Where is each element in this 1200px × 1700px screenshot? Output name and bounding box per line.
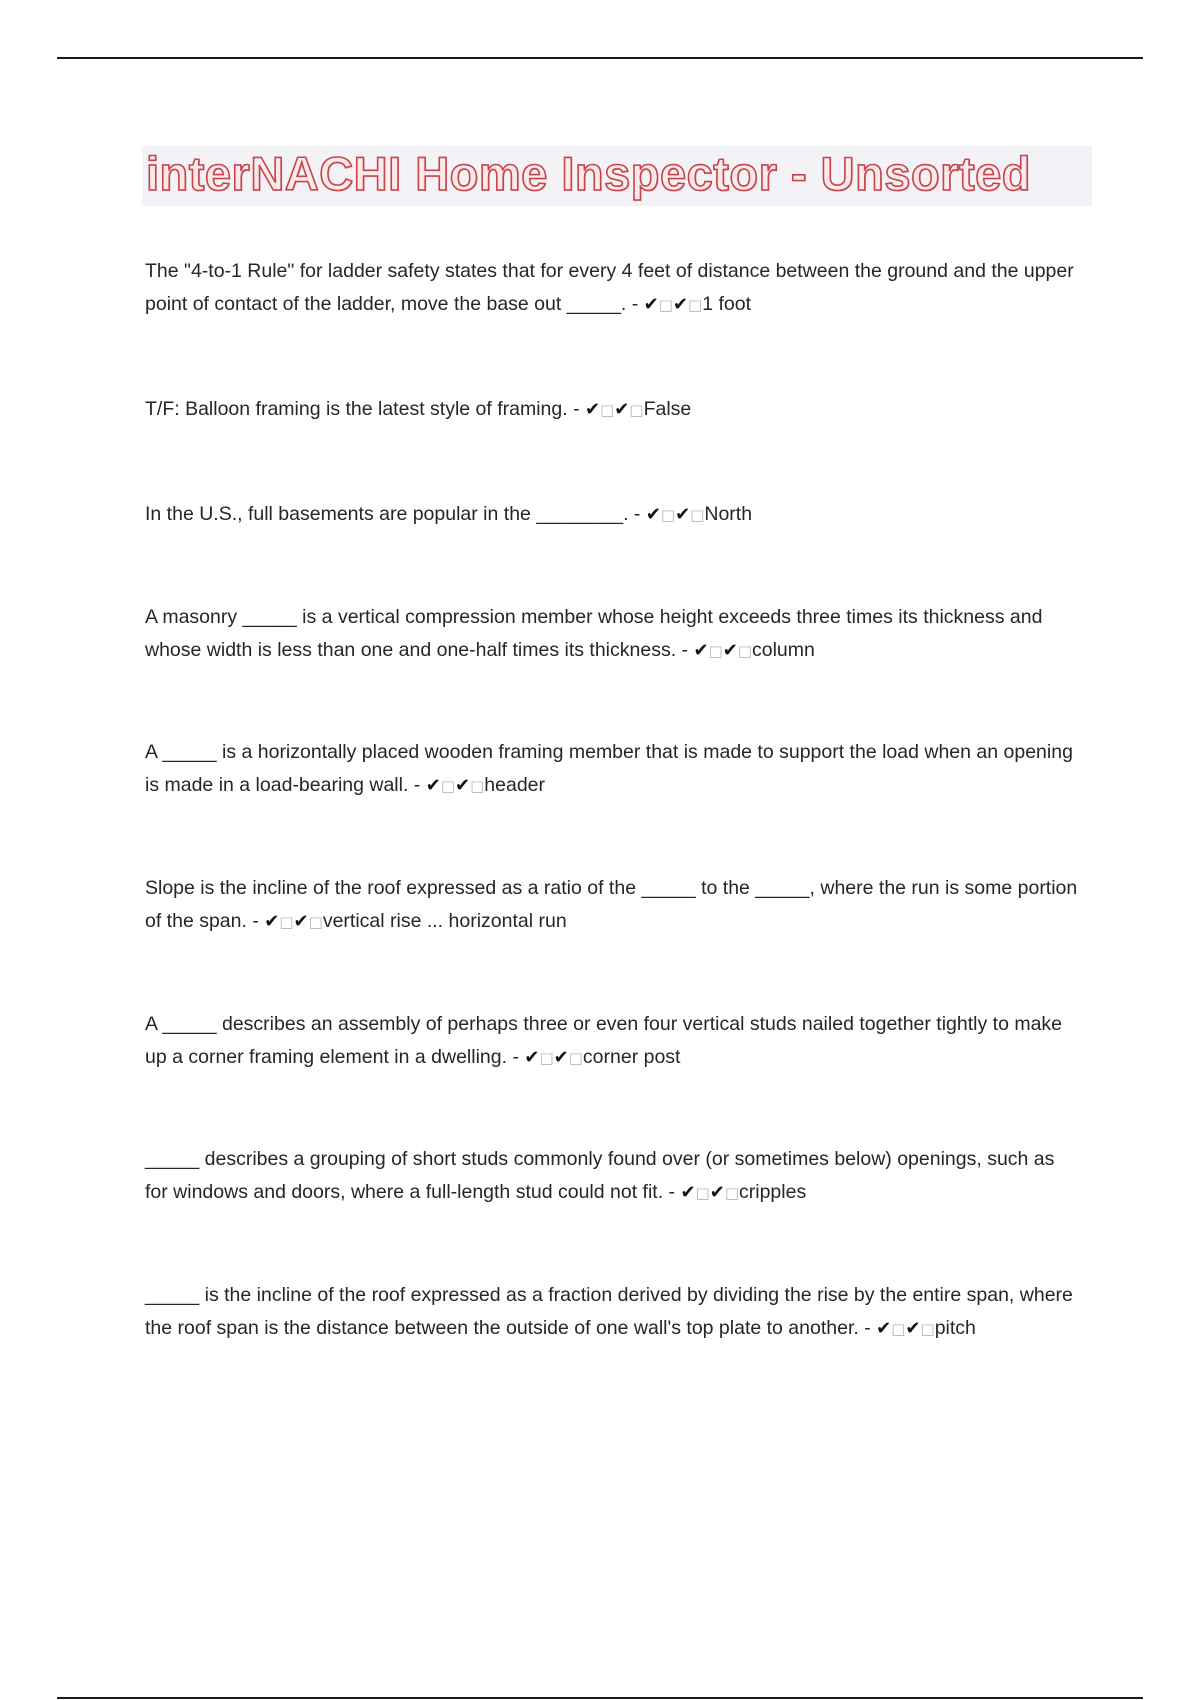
question-item-8	[145, 1143, 1080, 1209]
question-item-6	[145, 872, 1080, 938]
question-text: A _____ is a horizontally placed wooden framing member that is made to support the load when an opening is made in a load-bearing wall. -	[145, 741, 1073, 796]
document-title: interNACHI Home Inspector - Unsorted	[146, 147, 1031, 200]
answer-text: North	[704, 503, 753, 525]
check-icon: ✔	[425, 774, 441, 796]
box-icon: □	[724, 1183, 740, 1202]
question-text: _____ is the incline of the roof expressed as a fraction derived by dividing the rise by the entire span, where the roof span is the distance between the outside of one wall's top plate to another. -	[145, 1284, 1073, 1339]
question-text: Slope is the incline of the roof expressed as a ratio of the _____ to the _____, where the run is some portion of the span. -	[145, 877, 1078, 932]
box-icon: □	[629, 401, 644, 419]
check-icon: ✔	[455, 774, 471, 796]
bottom-rule	[57, 1697, 1143, 1699]
box-icon: □	[470, 776, 485, 795]
question-item-4	[145, 601, 1080, 667]
box-icon: □	[690, 506, 705, 524]
question-item-7	[145, 1008, 1080, 1074]
box-icon: □	[308, 912, 323, 931]
question-text: A _____ describes an assembly of perhaps three or even four vertical studs nailed together tightly to make up a corner framing element in a dwelling. -	[145, 1013, 1063, 1068]
answer-text: vertical rise ... horizontal run	[322, 909, 567, 932]
box-icon: □	[920, 1319, 935, 1338]
box-icon: □	[708, 641, 723, 660]
check-icon: ✔	[672, 293, 689, 315]
question-text: In the U.S., full basements are popular in the ________. -	[145, 503, 646, 525]
box-icon: □	[539, 1048, 554, 1067]
check-icon: ✔	[876, 1317, 892, 1339]
check-icon: ✔	[722, 639, 738, 661]
check-icon: ✔	[264, 910, 280, 932]
question-text: _____ describes a grouping of short studs commonly found over (or sometimes below) openings, such as for windows and doors, where a full-length stud could not fit. -	[145, 1148, 1055, 1203]
top-rule	[57, 57, 1143, 59]
answer-text: corner post	[582, 1045, 681, 1068]
check-icon: ✔	[680, 1181, 696, 1203]
check-icon: ✔	[614, 399, 630, 420]
box-icon: □	[660, 506, 676, 524]
box-icon: □	[695, 1183, 710, 1202]
box-icon: □	[688, 295, 703, 314]
box-icon: □	[600, 401, 615, 419]
question-text: A masonry _____ is a vertical compression member whose height exceeds three times its thickness and whose width is less than one and one-half times its thickness. -	[145, 606, 1043, 661]
question-item-3	[145, 498, 1080, 532]
question-text: T/F: Balloon framing is the latest style of framing. -	[145, 398, 585, 420]
box-icon: □	[891, 1319, 906, 1338]
box-icon: □	[737, 641, 752, 660]
answer-text: 1 foot	[702, 292, 752, 315]
answer-text: header	[484, 773, 546, 796]
answer-text: pitch	[934, 1316, 976, 1339]
check-icon: ✔	[675, 504, 691, 525]
question-item-9	[145, 1279, 1080, 1345]
check-icon: ✔	[645, 504, 661, 525]
check-icon: ✔	[585, 399, 601, 420]
box-icon: □	[568, 1048, 583, 1067]
question-item-1	[145, 255, 1080, 321]
check-icon: ✔	[643, 293, 659, 315]
check-icon: ✔	[905, 1317, 921, 1339]
answer-text: column	[752, 638, 815, 661]
check-icon: ✔	[553, 1046, 569, 1068]
box-icon: □	[658, 295, 673, 314]
question-item-2	[145, 393, 1080, 427]
answer-text: False	[643, 398, 692, 420]
question-item-5	[145, 736, 1080, 802]
check-icon: ✔	[293, 910, 309, 932]
box-icon: □	[279, 912, 294, 931]
check-icon: ✔	[524, 1046, 540, 1068]
answer-text: cripples	[739, 1180, 807, 1203]
check-icon: ✔	[693, 639, 709, 661]
check-icon: ✔	[709, 1181, 725, 1203]
question-text: The "4-to-1 Rule" for ladder safety states that for every 4 feet of distance between the ground and the upper point of contact of the ladder, move the base out _____. -	[145, 260, 1074, 315]
box-icon: □	[440, 776, 456, 795]
